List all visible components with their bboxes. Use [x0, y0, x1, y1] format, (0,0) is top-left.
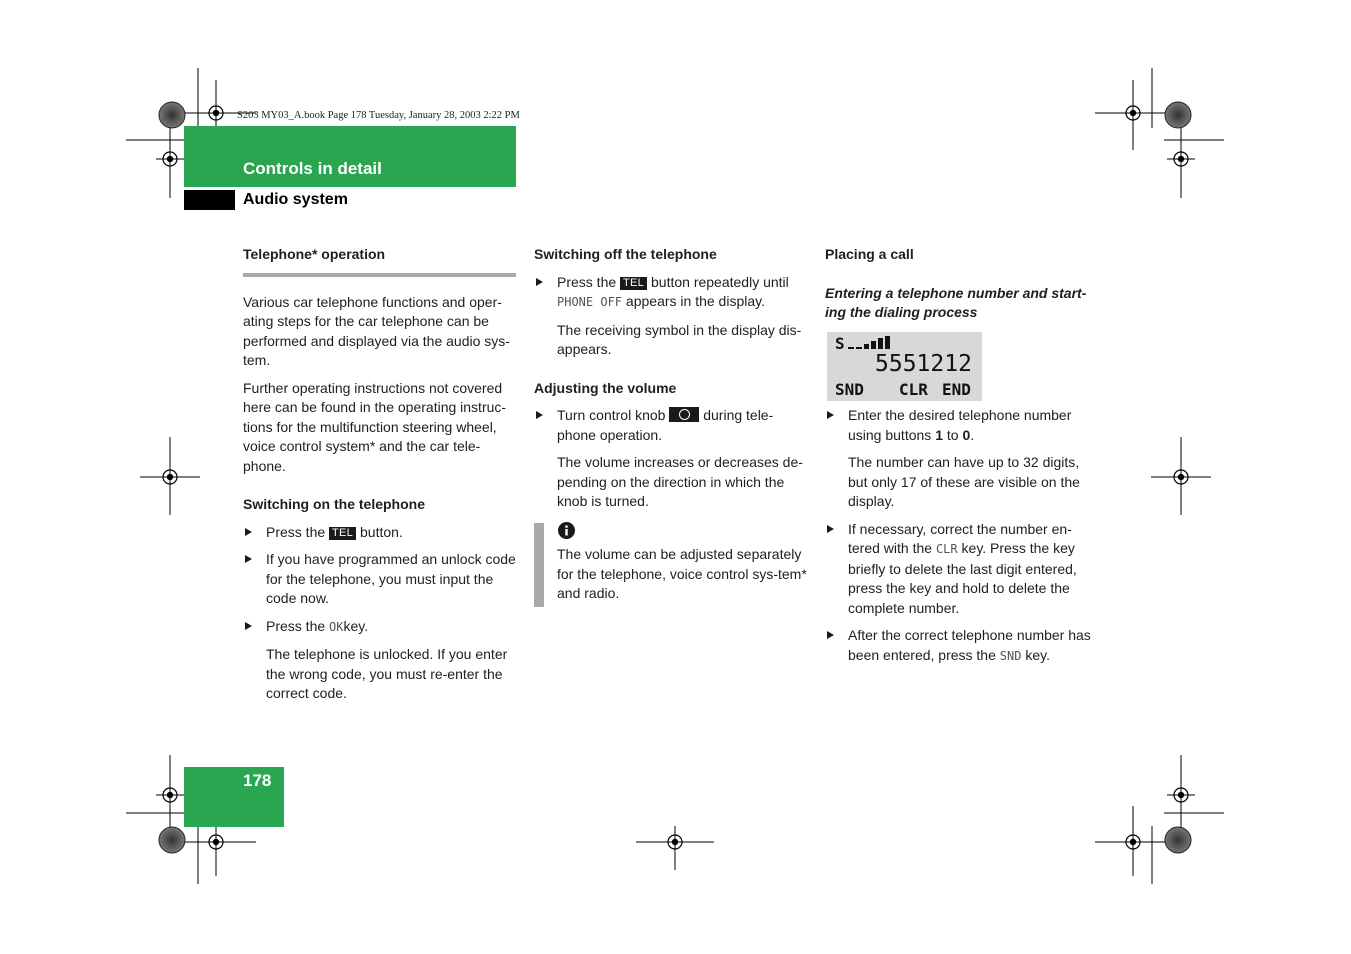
chapter-title: Controls in detail: [243, 159, 382, 178]
text: Press the: [266, 523, 326, 540]
section-title: Audio system: [243, 191, 348, 208]
page-number: 178: [243, 771, 272, 790]
instruction-item: If you have programmed an unlock code for the telephone, you must input the code now.: [243, 550, 516, 609]
text: Press the: [266, 617, 326, 634]
heading-entering-number: Entering a telephone number and start-ing the dialing process: [825, 284, 1087, 320]
text: during tele-phone operation.: [557, 407, 774, 443]
heading-adjusting-volume: Adjusting the volume: [534, 379, 677, 396]
text: key. Press the key briefly to delete the last digit entered, press the key and hold to delete the complete number.: [848, 540, 1077, 616]
text: After the correct telephone number has been entered, press the: [848, 627, 1091, 663]
key-1: 1: [935, 426, 943, 443]
instruction-note: The number can have up to 32 digits, but only 17 of these are visible on the display.: [848, 454, 1080, 509]
text: appears in the display.: [625, 293, 765, 309]
info-note: The volume can be adjusted separately for the telephone, voice control sys-tem* and radio.: [557, 546, 807, 601]
text: button.: [360, 523, 403, 540]
instruction-item: [825, 626, 1097, 666]
control-knob-icon: [669, 407, 699, 422]
column-3-steps: [825, 406, 1097, 674]
text: key.: [343, 617, 369, 634]
instruction-note: The volume increases or decreases de-pending on the direction in which the knob is turned.: [557, 454, 803, 509]
display-status: S: [835, 334, 845, 353]
paragraph: Further operating instructions not covered here can be found in the operating instruc-tions for the multifunction steering wheel, voice control system* and the car tele-phone.: [243, 379, 507, 474]
text: button repeatedly until: [651, 273, 789, 290]
column-2: [534, 245, 808, 520]
info-bar: [534, 523, 544, 607]
tel-key: TEL: [329, 527, 356, 540]
section-tab: [184, 190, 235, 210]
signal-strength-icon: [847, 336, 893, 350]
heading-placing-call: Placing a call: [825, 246, 914, 262]
heading-switching-on: Switching on the telephone: [243, 496, 425, 512]
paragraph: Various car telephone functions and oper-ating steps for the car telephone can be performed and displayed via the audio sys-tem.: [243, 293, 510, 368]
softkey-end: END: [942, 380, 971, 399]
instruction-item: [243, 617, 516, 638]
info-icon: [557, 521, 576, 540]
column-3: [825, 245, 1097, 331]
text: to: [946, 426, 959, 443]
text: key.: [1025, 646, 1050, 663]
heading-switching-off: Switching off the telephone: [534, 246, 717, 262]
instruction-item: [825, 520, 1097, 619]
heading-rule: [243, 273, 516, 277]
column-1: [243, 245, 516, 712]
ok-key: OK: [329, 619, 344, 634]
key-0: 0: [962, 426, 971, 443]
display-text: PHONE OFF: [557, 295, 623, 309]
text: Press the: [557, 273, 617, 290]
snd-key: SND: [999, 648, 1022, 663]
text: Enter the desired telephone number using buttons: [848, 407, 1072, 443]
heading-telephone-operation: Telephone* operation: [243, 246, 386, 262]
tel-key: TEL: [620, 277, 647, 290]
print-header: S203 MY03_A.book Page 178 Tuesday, January 28, 2003 2:22 PM: [237, 110, 520, 121]
display-number: 5551212: [875, 351, 972, 377]
instruction-item: [243, 523, 516, 543]
phone-display: [827, 332, 982, 401]
instruction-item: [534, 406, 808, 445]
instruction-note: The telephone is unlocked. If you enter the wrong code, you must re-enter the correct code.: [266, 646, 508, 701]
softkey-clr: CLR: [899, 380, 928, 399]
softkey-snd: SND: [835, 380, 864, 399]
text: If necessary, correct the number en-tered with the: [848, 520, 1072, 556]
text: Turn control knob: [557, 407, 666, 423]
text: .: [970, 426, 975, 443]
clr-key: CLR: [935, 542, 958, 556]
instruction-note: The receiving symbol in the display dis-appears.: [557, 321, 802, 357]
instruction-item: [534, 273, 808, 313]
instruction-item: [825, 406, 1097, 445]
